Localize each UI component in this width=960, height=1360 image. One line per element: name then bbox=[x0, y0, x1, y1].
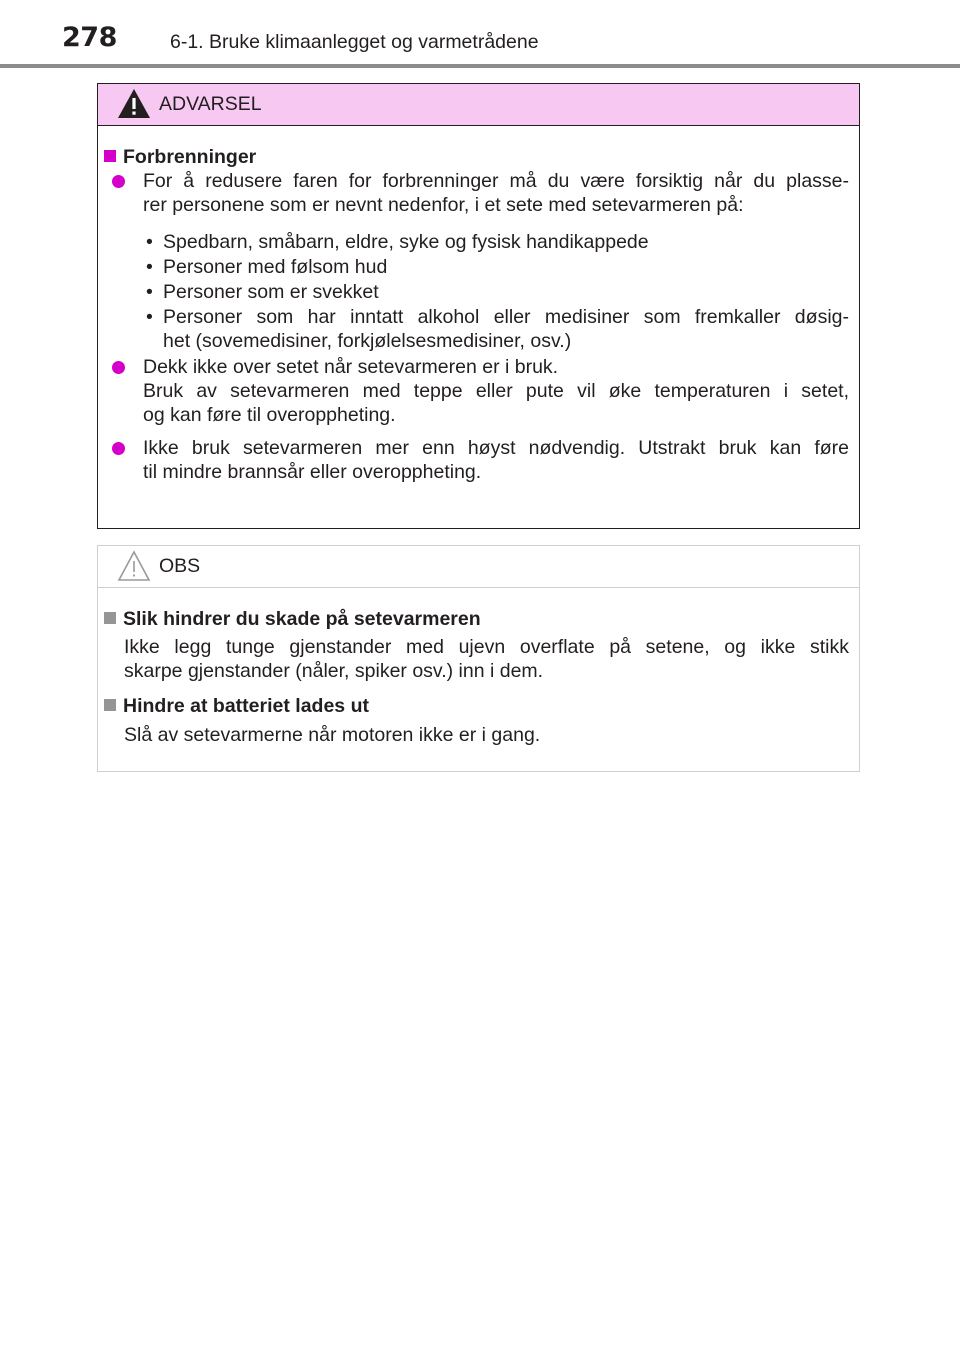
notice-text-2: Slå av setevarmerne når motoren ikke er i gang. bbox=[124, 724, 541, 746]
round-bullet-icon bbox=[112, 442, 125, 455]
notice-header bbox=[98, 546, 859, 588]
notice-label: OBS bbox=[159, 555, 201, 577]
square-bullet-icon bbox=[104, 699, 116, 711]
warning-heading: Forbrenninger bbox=[104, 145, 256, 169]
header-rule bbox=[0, 64, 960, 68]
notice-heading-1: Slik hindrer du skade på setevarmeren bbox=[104, 607, 481, 631]
warning-bullet-3: Ikke bruk setevarmeren mer enn høyst nødvendig. Utstrakt bruk kan føre til mindre brannsår eller overoppheting. bbox=[143, 437, 849, 483]
warning-box: ADVARSEL Forbrenninger For å redusere faren for forbrenninger må du være forsiktig når du plasse- rer personene som er nevnt nedenfor, i et sete med setevarmeren på: • Spedbarn, småbarn, eldre, syke og fysisk handikappede • Personer med følsom hud • Personer som er svekket • Personer som har inntatt alkohol eller medisiner som fremkaller døsig- het (sovemedisiner, forkjølelsesmedisiner, osv.) Dekk ikke over setet når setevarmeren er i bruk. Bruk av setevarmeren med teppe eller pute vil øke temperaturen i setet, og kan føre til overoppheting. Ikke bruk setevarmeren mer enn høyst nødvendig. Utstrakt bruk kan føre til mindre brannsår eller overoppheting. bbox=[97, 83, 860, 529]
square-bullet-icon bbox=[104, 612, 116, 624]
round-bullet-icon bbox=[112, 175, 125, 188]
notice-text-1: Ikke legg tunge gjenstander med ujevn overflate på setene, og ikke stikk skarpe gjenstander (nåler, spiker osv.) inn i dem. bbox=[124, 636, 849, 682]
caution-triangle-icon bbox=[116, 549, 152, 583]
section-title: 6-1. Bruke klimaanlegget og varmetrådene bbox=[170, 31, 539, 53]
warning-label: ADVARSEL bbox=[159, 93, 262, 115]
warning-header bbox=[98, 84, 859, 126]
warning-bullet-1: For å redusere faren for forbrenninger må du være forsiktig når du plasse- rer personene som er nevnt nedenfor, i et sete med setevarmeren på: bbox=[143, 170, 849, 216]
page-number: 278 bbox=[62, 22, 117, 53]
square-bullet-icon bbox=[104, 150, 116, 162]
warning-bullet-2: Dekk ikke over setet når setevarmeren er i bruk. Bruk av setevarmeren med teppe eller pute vil øke temperaturen i setet, og kan føre til overoppheting. bbox=[143, 356, 849, 426]
notice-box bbox=[97, 545, 860, 772]
round-bullet-icon bbox=[112, 361, 125, 374]
warning-triangle-icon bbox=[116, 87, 152, 121]
notice-heading-2: Hindre at batteriet lades ut bbox=[104, 694, 369, 718]
